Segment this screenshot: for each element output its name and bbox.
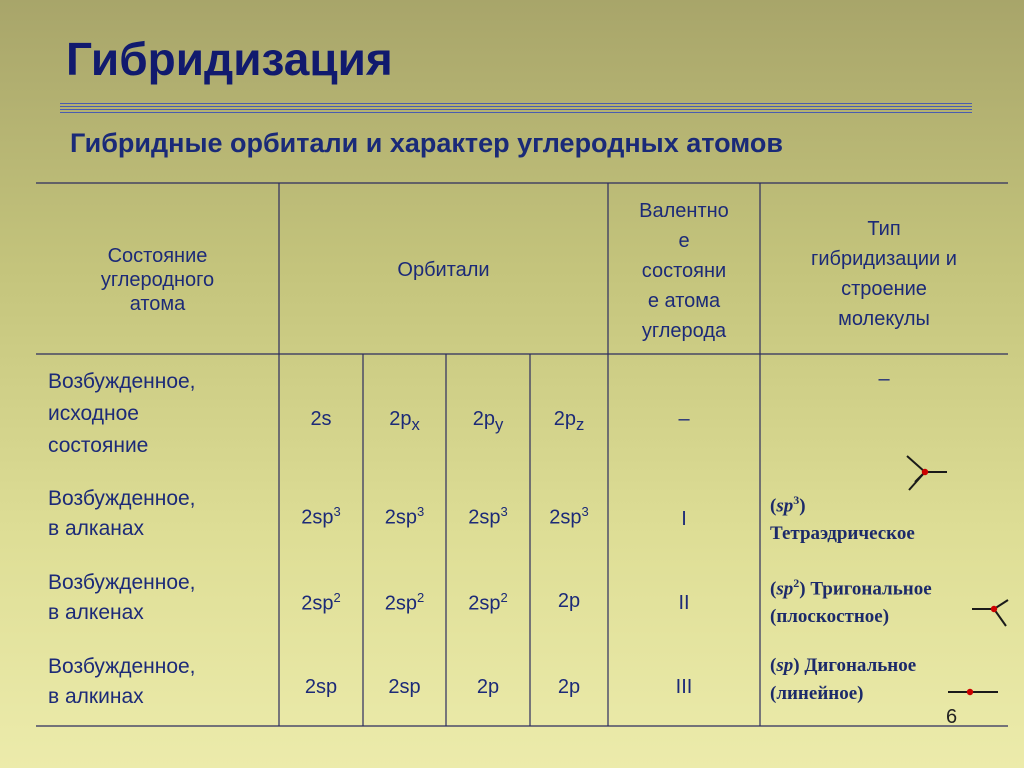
- orbital-cell: $2sp^3$: [468, 504, 508, 529]
- hybrid-dash-row-0: –: [878, 368, 890, 390]
- orbital-cell: $2sp^3$: [384, 504, 425, 529]
- slide-subtitle: Гибридные орбитали и характер углеродных атомов: [70, 128, 783, 158]
- orbital-cell: 2s: [310, 408, 332, 430]
- valence-cell-row-2: II: [678, 592, 690, 614]
- tetrahedral-geometry-icon: [895, 452, 950, 494]
- orbital-cell: $2sp^3$: [549, 504, 589, 529]
- slide-title: Гибридизация: [66, 33, 393, 85]
- linear-geometry-icon: [946, 684, 1000, 700]
- header-valence: Валентно е состояни е атома углерода: [639, 200, 729, 342]
- state-cell-row-1: Возбужденное, в алканах: [48, 487, 196, 540]
- state-cell-row-3: Возбужденное, в алкинах: [48, 655, 196, 708]
- orbital-cell: $2sp^2$: [384, 590, 425, 615]
- orbital-cell: $2sp^2$: [468, 590, 508, 615]
- orbital-cell: 2p: [557, 676, 581, 698]
- page-number: 6: [946, 706, 958, 728]
- orbital-cell: $2p_y$: [472, 408, 504, 434]
- orbital-cell: 2p: [557, 590, 581, 612]
- orbital-cell: 2p: [476, 676, 500, 698]
- state-cell-row-0: Возбужденное, исходное состояние: [48, 370, 196, 457]
- orbital-cell: $2sp^2$: [301, 590, 341, 615]
- orbital-cell: $2sp^3$: [301, 504, 341, 529]
- hybrid-cell-row-1: $(sp^3)$ Тетраэдрическое: [770, 493, 915, 545]
- orbital-cell: 2sp: [304, 676, 338, 698]
- header-orbitals: Орбитали: [397, 259, 490, 281]
- orbital-cell: 2sp: [388, 676, 421, 698]
- state-cell-row-2: Возбужденное, в алкенах: [48, 571, 196, 624]
- trigonal-geometry-icon: [968, 596, 1020, 630]
- valence-cell-row-0: –: [678, 408, 690, 430]
- orbital-cell: $2p_x$: [389, 408, 420, 434]
- hybrid-cell-row-3: (sp) Дигональное (линейное): [770, 655, 917, 704]
- valence-cell-row-1: I: [681, 508, 687, 530]
- orbital-cell: $2p_z$: [553, 408, 585, 434]
- hybrid-cell-row-2: $(sp^2)$ Тригональное (плоскостное): [770, 576, 932, 628]
- header-hybridization: Тип гибридизации и строение молекулы: [811, 218, 957, 330]
- valence-cell-row-3: III: [675, 676, 693, 698]
- header-state: Состояние углеродного атома: [100, 245, 215, 315]
